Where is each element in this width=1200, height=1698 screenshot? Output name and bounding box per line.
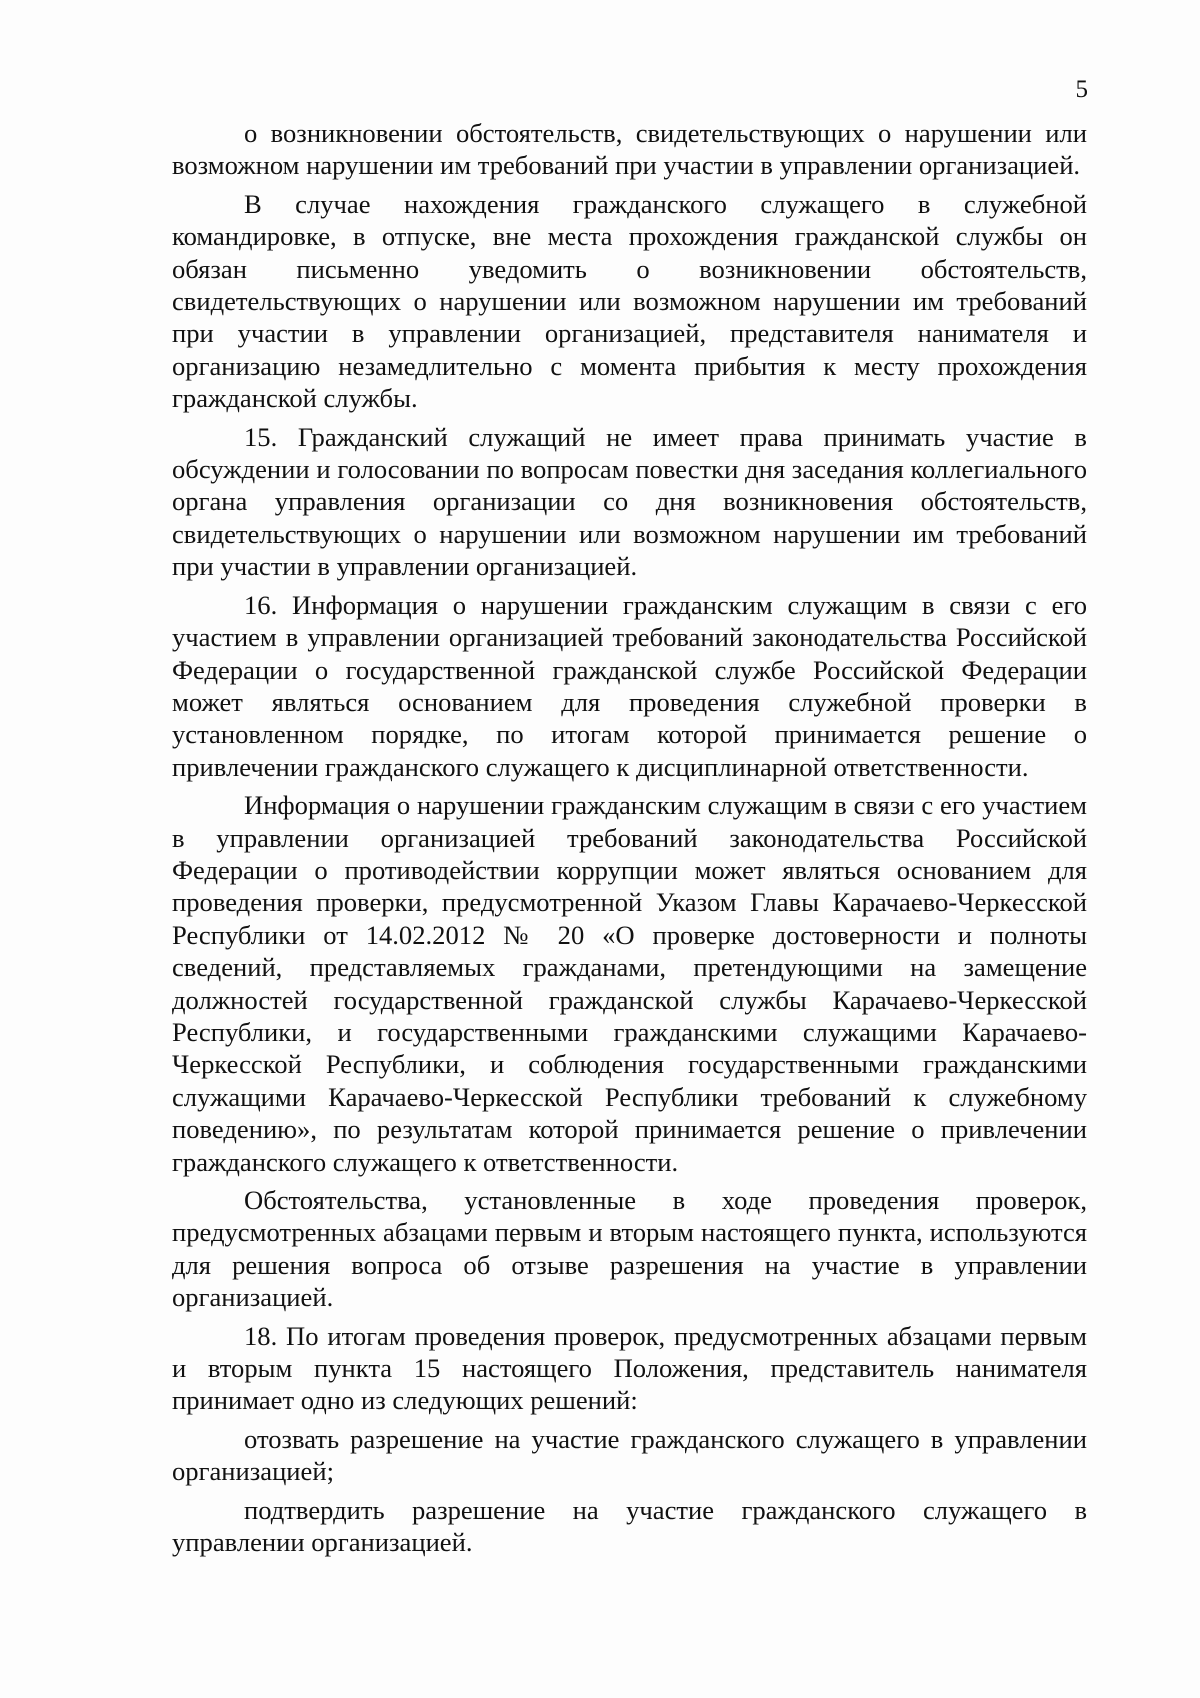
page-number: 5	[1075, 76, 1088, 103]
document-body	[172, 117, 1087, 1558]
paragraph-item-15: 15. Гражданский служащий не имеет права принимать участие в обсуждении и голосовании по вопросам повестки дня заседания коллегиального органа управления организации со дня возникновения обстоятельств, свидетельствующих о нарушении или возможном нарушении им требований при участии в управлении организацией.	[172, 421, 1087, 582]
paragraph-anticorruption: Информация о нарушении гражданским служащим в связи с его участием в управлении организацией требований законодательства Российской Федерации о противодействии коррупции может являться основанием для проведения проверки, предусмотренной Указом Главы Карачаево-Черкесской Республики от 14.02.2012 № 20 «О проверке достоверности и полноты сведений, представляемых гражданами, претендующими на замещение должностей государственной гражданской службы Карачаево-Черкесской Республики, и государственными гражданскими служащими Карачаево-Черкесской Республики, и соблюдения государственными гражданскими служащими Карачаево-Черкесской Республики требований к служебному поведению», по результатам которой принимается решение о привлечении гражданского служащего к ответственности.	[172, 790, 1087, 1177]
paragraph-decision-confirm: подтвердить разрешение на участие гражданского служащего в управлении организацией.	[172, 1494, 1087, 1558]
paragraph-business-trip: В случае нахождения гражданского служащего в служебной командировке, в отпуске, вне места прохождения гражданской службы он обязан письменно уведомить о возникновении обстоятельств, свидетельствующих о нарушении или возможном нарушении им требований при участии в управлении организацией, представителя нанимателя и организацию незамедлительно с момента прибытия к месту прохождения гражданской службы.	[172, 188, 1087, 414]
paragraph-decision-revoke: отозвать разрешение на участие гражданского служащего в управлении организацией;	[172, 1423, 1087, 1487]
paragraph-item-16: 16. Информация о нарушении гражданским служащим в связи с его участием в управлении организацией требований законодательства Российской Федерации о государственной гражданской службе Российской Федерации может являться основанием для проведения служебной проверки в установленном порядке, по итогам которой принимается решение о привлечении гражданского служащего к дисциплинарной ответственности.	[172, 589, 1087, 782]
paragraph-circumstances: Обстоятельства, установленные в ходе проведения проверок, предусмотренных абзацами первым и вторым настоящего пункта, используются для решения вопроса об отзыве разрешения на участие в управлении организацией.	[172, 1185, 1087, 1313]
paragraph-item-18: 18. По итогам проведения проверок, предусмотренных абзацами первым и вторым пункта 15 настоящего Положения, представитель нанимателя принимает одно из следующих решений:	[172, 1320, 1087, 1416]
paragraph-continuation: о возникновении обстоятельств, свидетельствующих о нарушении или возможном нарушении им требований при участии в управлении организацией.	[172, 118, 1087, 181]
